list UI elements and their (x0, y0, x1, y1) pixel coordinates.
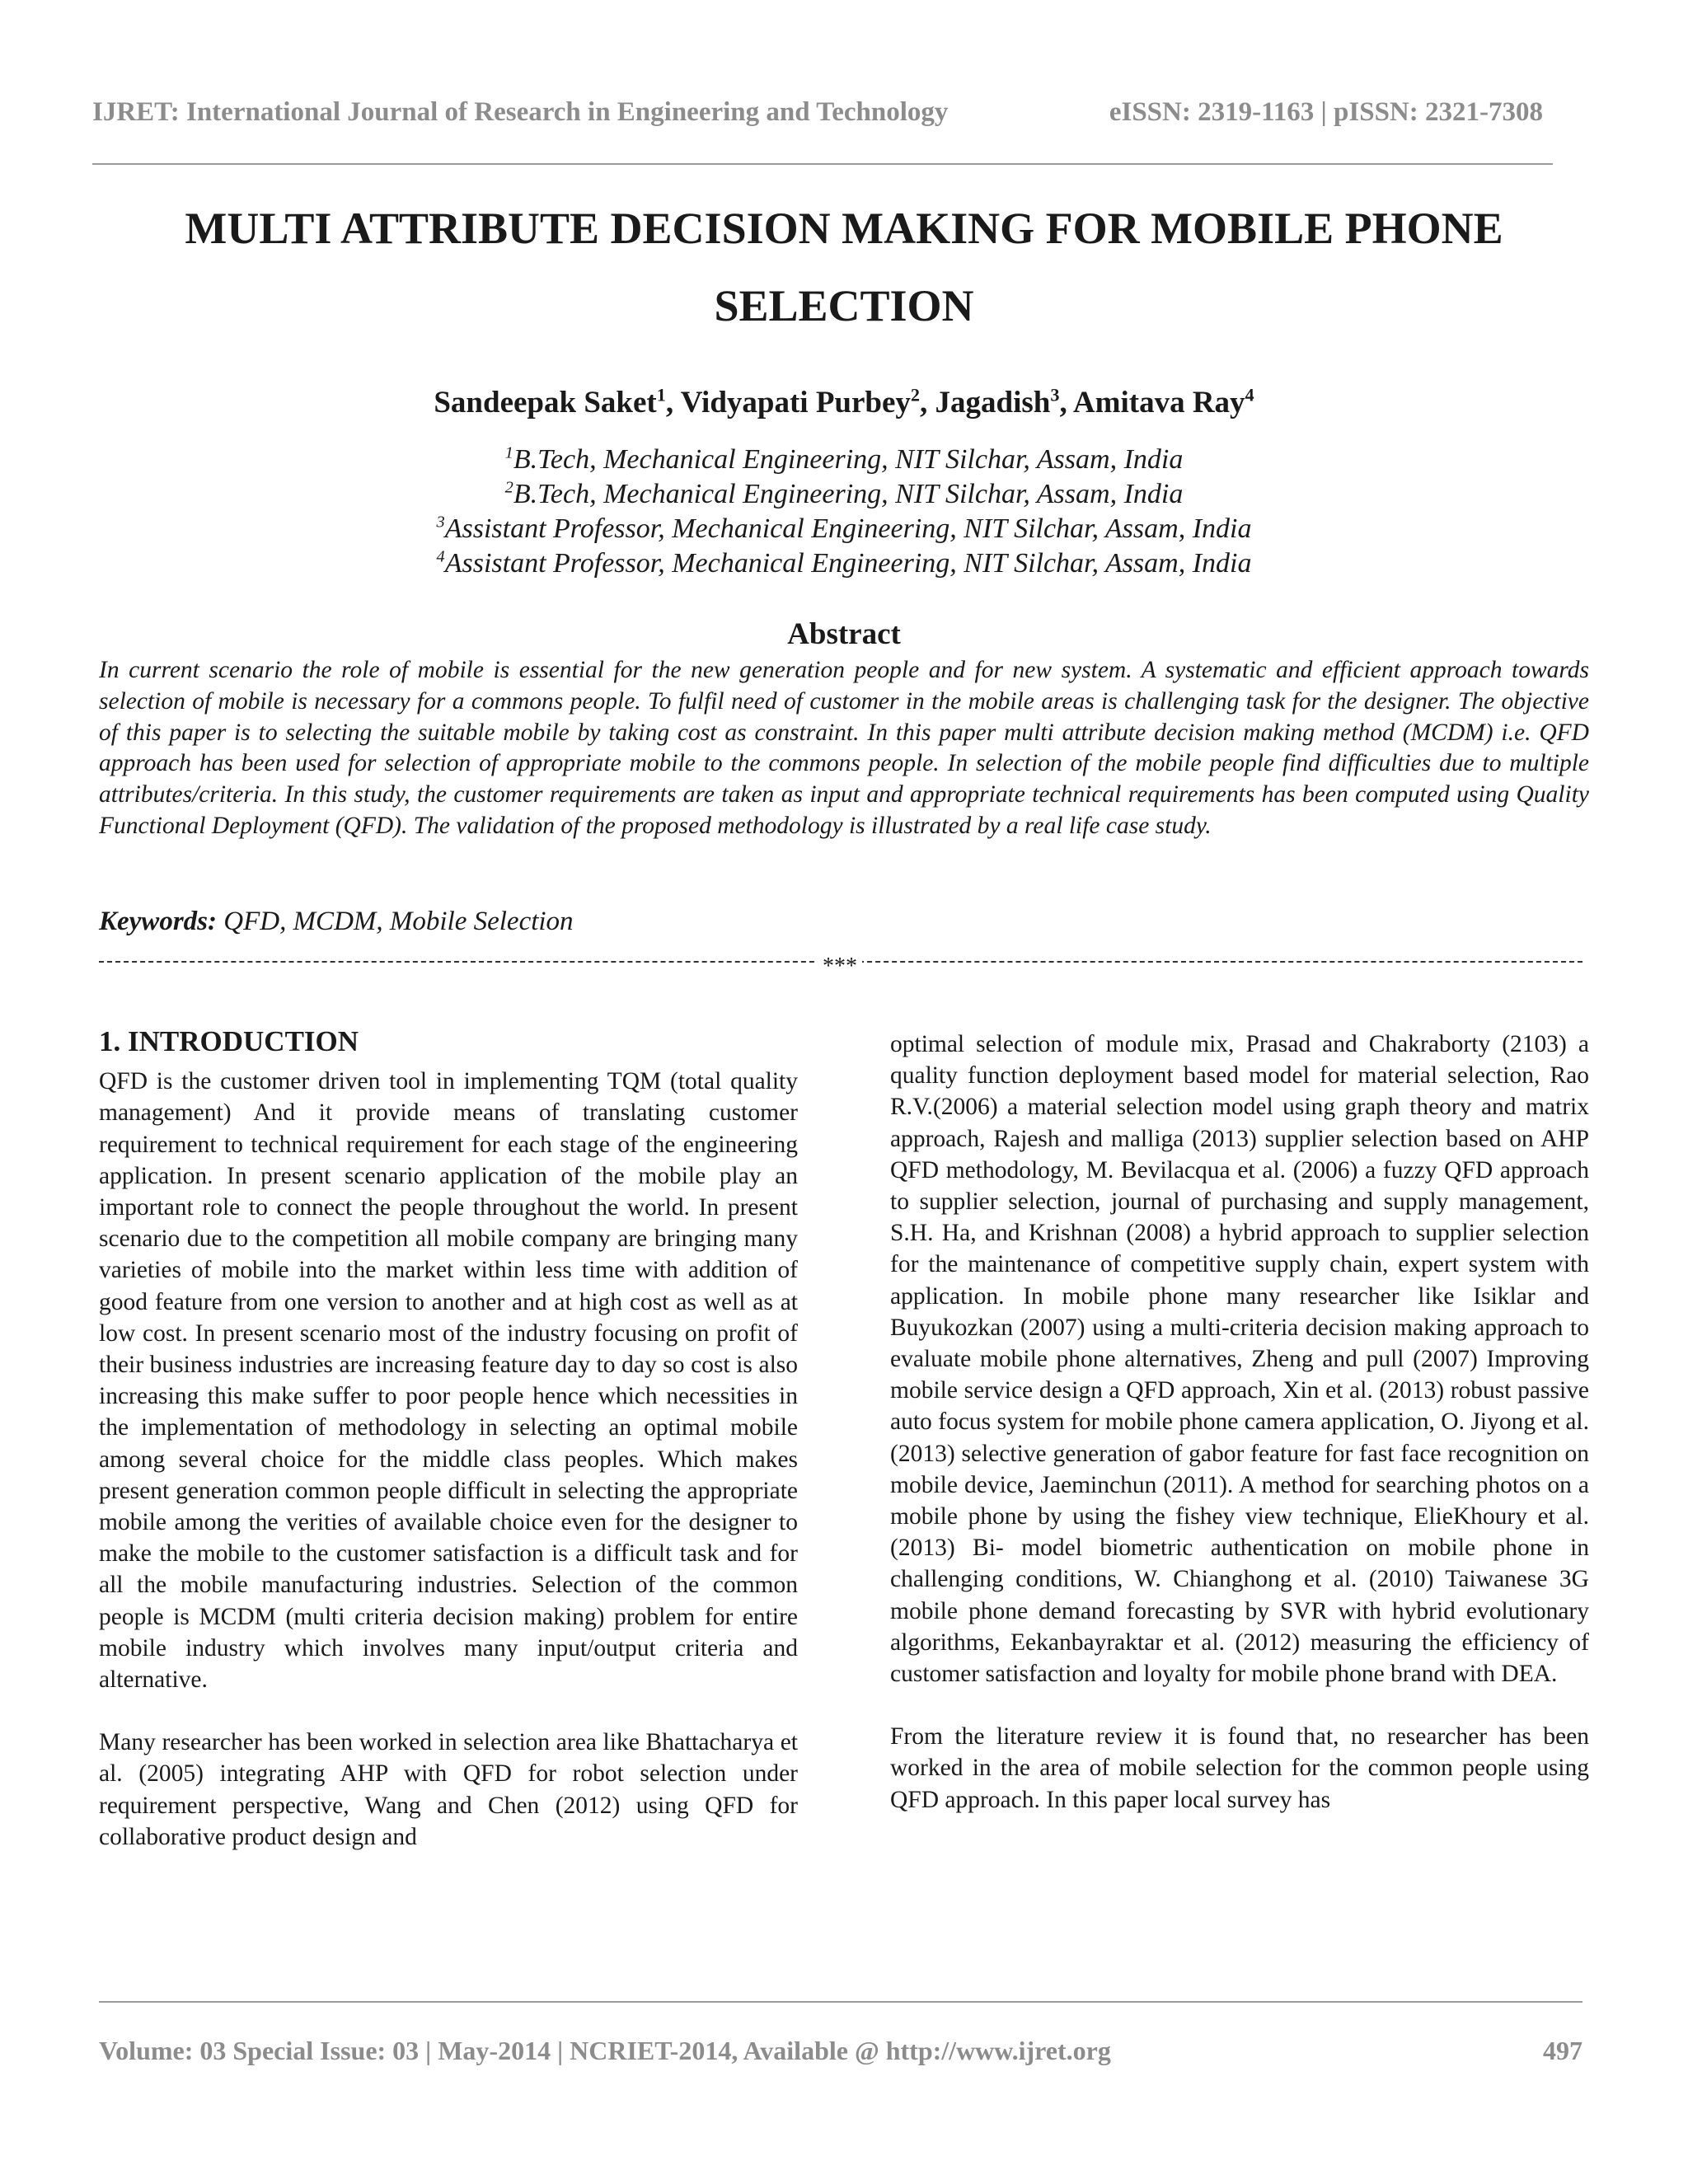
affiliation-sup: 2 (504, 478, 513, 497)
affiliation (0, 546, 1688, 581)
affiliation (0, 512, 1688, 546)
affiliation (0, 477, 1688, 512)
paragraph: From the literature review it is found that, no researcher has been worked in the area of mobile selection for the common people using QFD approach. In this paper local survey has (890, 1723, 1589, 1813)
affiliation-text: B.Tech, Mechanical Engineering, NIT Silchar, Assam, India (513, 479, 1184, 509)
abstract-heading: Abstract (787, 617, 901, 651)
affiliation-sup: 3 (436, 513, 445, 532)
affiliation-text: Assistant Professor, Mechanical Engineering, NIT Silchar, Assam, India (444, 513, 1252, 544)
author-sup: 2 (910, 384, 921, 405)
abstract-text: In current scenario the role of mobile is essential for the new generation people and for new system. A systematic and efficient approach towards selection of mobile is necessary for a commons people. To fulfil need of customer in the mobile areas is challenging task for the designer. The objective of this paper is to selecting the suitable mobile by taking cost as constraint. In this paper multi attribute decision making method (MCDM) i.e. QFD approach has been used for selection of appropriate mobile to the commons people. In selection of the mobile people find difficulties due to multiple attributes/criteria. In this study, the customer requirements are taken as input and appropriate technical requirements has been computed using Quality Functional Deployment (QFD). The validation of the proposed methodology is illustrated by a real life case study. (99, 657, 1589, 839)
affiliation-list (0, 443, 1688, 581)
affiliation-sup: 4 (436, 547, 445, 566)
running-footer (99, 2036, 1582, 2066)
paragraph: Many researcher has been worked in selection area like Bhattacharya et al. (2005) integrating AHP with QFD for robot selection under requirement perspective, Wang and Chen (2012) using QFD for collaborative product design and (99, 1729, 798, 1850)
journal-name: IJRET: International Journal of Research in Engineering and Technology (92, 97, 949, 127)
keywords-label: Keywords: (99, 907, 217, 936)
author-name: Vidyapati Purbey (680, 386, 911, 419)
affiliation-sup: 1 (504, 443, 513, 462)
keywords-text: QFD, MCDM, Mobile Selection (223, 907, 574, 936)
paragraph: optimal selection of module mix, Prasad and Chakraborty (2103) a quality function deployment based model for material selection, Rao R.V.(2006) a material selection model using graph theory and matrix approach, Rajesh and malliga (2013) supplier selection based on AHP QFD methodology, M. Bevilacqua et al. (2006) a fuzzy QFD approach to supplier selection, journal of purchasing and supply management, S.H. Ha, and Krishnan (2008) a hybrid approach to supplier selection for the maintenance of competitive supply chain, expert system with application. In mobile phone many researcher like Isiklar and Buyukozkan (2007) using a multi-criteria decision making approach to evaluate mobile phone alternatives, Zheng and pull (2007) Improving mobile service design a QFD approach, Xin et al. (2013) robust passive auto focus system for mobile phone camera application, O. Jiyong et al. (2013) selective generation of gabor feature for fast face recognition on mobile device, Jaeminchun (2011). A method for searching photos on a mobile phone by using the fishey view technique, ElieKhoury et al. (2013) Bi- model biometric authentication on mobile phone in challenging conditions, W. Chianghong et al. (2010) Taiwanese 3G mobile phone demand forecasting by SVR with hybrid evolutionary algorithms, Eekanbayraktar et al. (2012) measuring the efficiency of customer satisfaction and loyalty for mobile phone brand with DEA. (890, 1031, 1589, 1688)
affiliation-text: B.Tech, Mechanical Engineering, NIT Silchar, Assam, India (513, 444, 1184, 475)
author-sup: 4 (1245, 384, 1254, 405)
author-sup: 3 (1050, 384, 1060, 405)
title-line-1: MULTI ATTRIBUTE DECISION MAKING FOR MOBILE PHONE (185, 204, 1503, 253)
title-line-2: SELECTION (714, 281, 974, 330)
affiliation-text: Assistant Professor, Mechanical Engineering, NIT Silchar, Assam, India (444, 548, 1252, 579)
paper-title (92, 190, 1596, 344)
divider-stars: *** (818, 957, 862, 977)
author-name: Sandeepak Saket (434, 386, 657, 419)
header-rule (92, 163, 1553, 165)
footer-rule (99, 2001, 1582, 2003)
left-column (99, 1026, 798, 1853)
keywords (99, 907, 574, 937)
author-sep: , (920, 386, 935, 419)
section-heading: 1. INTRODUCTION (99, 1025, 359, 1057)
author-list (0, 385, 1688, 420)
running-header (92, 97, 1543, 128)
page-number: 497 (1543, 2036, 1582, 2065)
issn: eISSN: 2319-1163 | pISSN: 2321-7308 (1109, 97, 1543, 127)
author-sep: , (665, 386, 681, 419)
author-sep: , (1059, 386, 1073, 419)
footer-volume: Volume: 03 Special Issue: 03 | May-2014 | NCRIET-2014, Available @ http://www.ijret.org (99, 2036, 1111, 2065)
paragraph: QFD is the customer driven tool in implementing TQM (total quality management) And it provide means of translating customer requirement to technical requirement for each stage of the engineering application. In present scenario application of the mobile play an important role to connect the people throughout the world. In present scenario due to the competition all mobile company are bringing many varieties of mobile into the market within less time with addition of good feature from one version to another and at high cost as well as at low cost. In present scenario most of the industry focusing on profit of their business industries are increasing feature day to day so cost is also increasing this make suffer to poor people hence which necessities in the implementation of methodology in selecting an optimal mobile among several choice for the middle class peoples. Which makes present generation common people difficult in selecting the appropriate mobile among the verities of available choice even for the designer to make the mobile to the customer satisfaction is a difficult task and for all the mobile manufacturing industries. Selection of the common people is MCDM (multi criteria decision making) problem for entire mobile industry which involves many input/output criteria and alternative. (99, 1068, 798, 1694)
right-column (890, 1029, 1589, 1816)
author-name: Amitava Ray (1072, 386, 1245, 419)
affiliation (0, 443, 1688, 477)
author-name: Jagadish (935, 386, 1051, 419)
author-sup: 1 (656, 384, 666, 405)
